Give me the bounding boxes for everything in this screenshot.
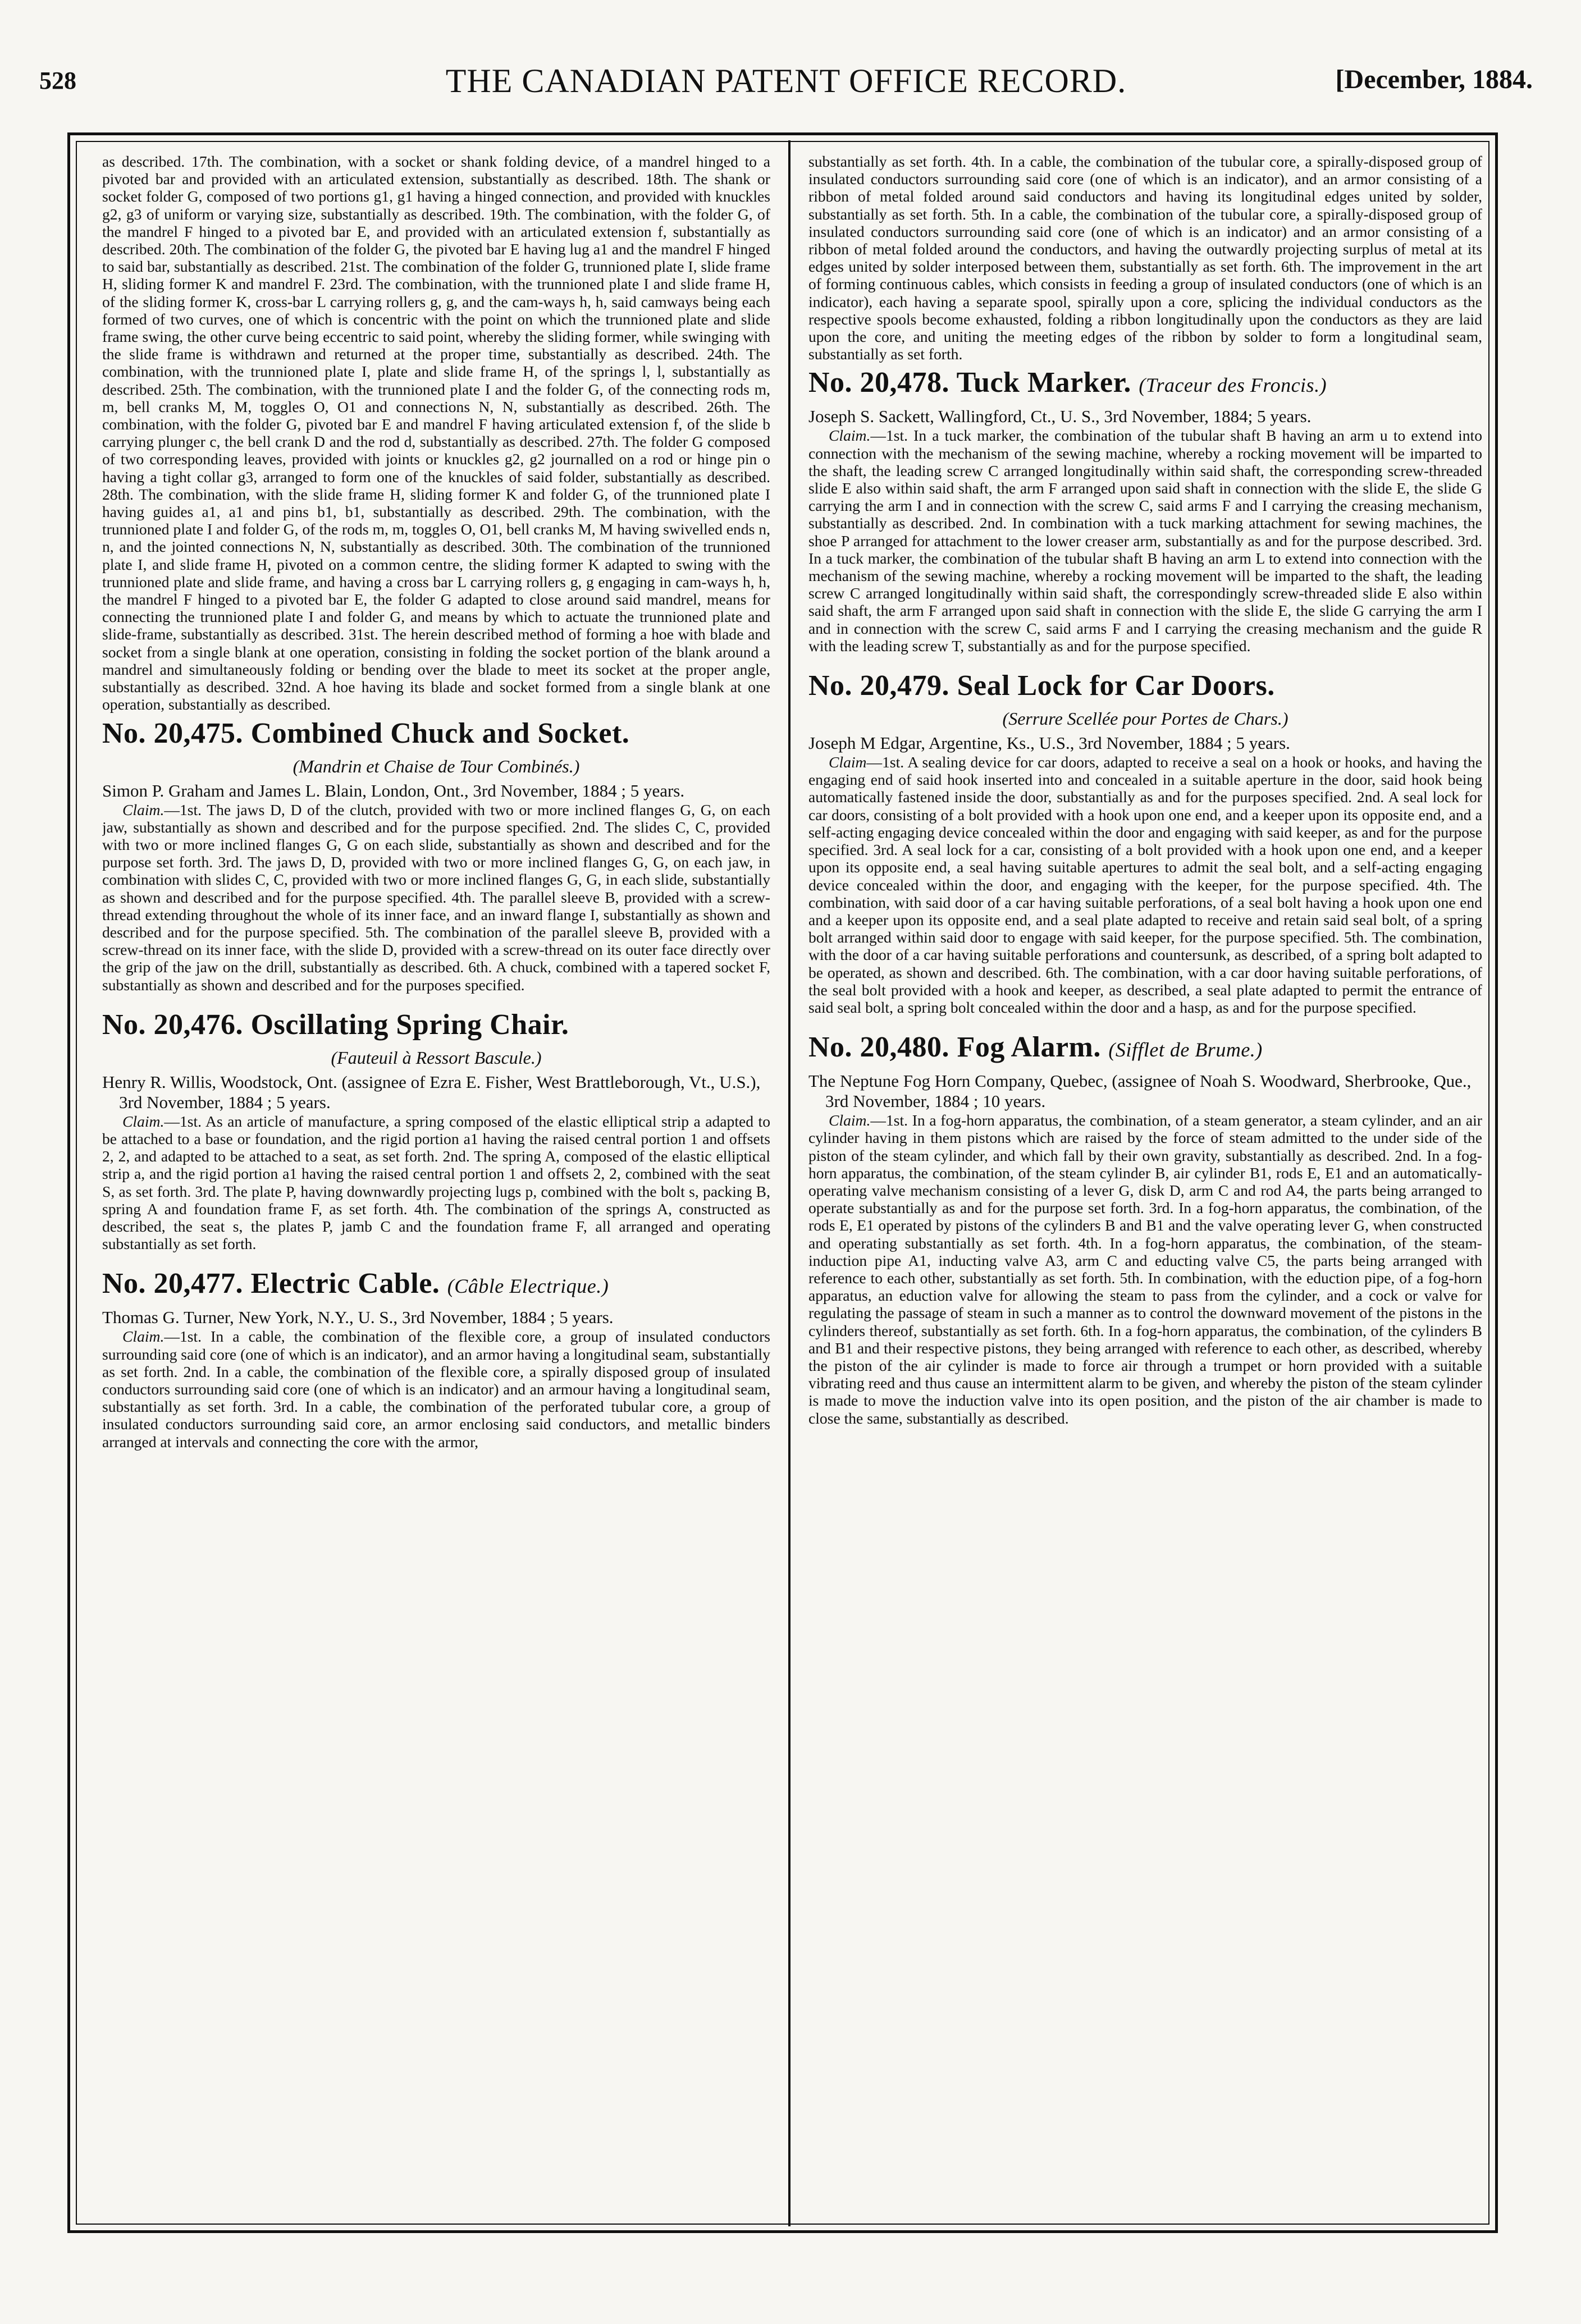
claim-paragraph [102,801,770,994]
french-title: (Fauteuil à Ressort Bascule.) [331,1047,542,1068]
patent-number: No. 20,478. [808,367,950,399]
patent-entry-20478 [808,366,1482,655]
column-divider [788,140,790,2226]
inventor-line: The Neptune Fog Horn Company, Quebec, (assignee of Noah S. Woodward, Sherbrooke, Que., 3rd November, 1884 ; 10 years. [808,1071,1472,1111]
running-head [39,58,1533,103]
patent-title: Seal Lock for Car Doors. [957,670,1275,702]
patent-heading [102,1267,770,1303]
claim-label: Claim. [122,1112,165,1130]
inventor-line: Simon P. Graham and James L. Blain, London, Ont., 3rd November, 1884 ; 5 years. [102,780,685,800]
page-number: 528 [39,67,76,94]
claim-label: Claim [829,753,867,771]
french-title: (Traceur des Froncis.) [1139,374,1327,397]
patent-heading [102,1008,770,1042]
patent-entry-20476 [102,1008,770,1253]
claim-text: —1st. The jaws D, D of the clutch, provided with two or more inclined flanges G, G, on each jaw, substantially as shown and described and for the purpose specified. 2nd. The slides C, C, provided with two or more inclined flanges G, G on each slide, substantially as shown and described and for the purpose set forth. 3rd. The jaws D, D, provided with two or more inclined flanges G, G, on each jaw, in combination with slides C, C, provided with two or more inclined flanges G, G, in each slide, substantially as shown and described and for the purpose specified. 4th. The parallel sleeve B, provided with a screw-thread extending throughout the whole of its inner face, and an inward flange I, substantially as shown and described and for the purpose specified. 5th. The combination of the parallel sleeve B, provided with a screw-thread on its inner face, with the slide D, provided with a screw-thread on its outer face directly over the grip of the jaw on the drill, substantially as described. 6th. A chuck, combined with a tapered socket F, substantially as shown and described and for the purposes specified. [102,800,770,994]
patent-entry-20477 [102,1267,770,1450]
claim-text: —1st. A sealing device for car doors, adapted to receive a seal on a hook or hooks, and having the engaging end of said hook inserted into and concealed in a suitable aperture in the door, said hook being automatically fastened inside the door, substantially as and for the purposes specified. 2nd. A seal lock for car doors, consisting of a bolt provided with a hook upon one end, and a keeper upon its opposite end, and a self-acting engaging device concealed within the door and engaging with said keeper, as and for the purpose specified. 3rd. A seal lock for a car, consisting of a bolt provided with a hook upon one end, and a keeper upon its opposite end, a seal having suitable apertures to admit the seal bolt, and a self-acting engaging device concealed within the door, and engaging with the keeper, for the purpose specified. 4th. The combination, with said door of a car having suitable perforations, of a seal bolt having a hook upon one end and a keeper upon its opposite end, and a seal plate adapted to receive and retain said seal bolt, of a spring bolt arranged within said door to engage with said keeper, for the purpose specified. 5th. The combination, with the door of a car having suitable perforations and countersunk, as described, of a spring bolt adapted to be operated, as shown and described. 6th. The combination, with a car door having suitable perforations, of the seal bolt provided with a hook and keeper, as described, a seal plate adapted to permit the entrance of said seal bolt, a spring bolt concealed within the door and a hasp, as and for the purpose specified. [808,753,1482,1016]
claim-text: —1st. As an article of manufacture, a spring composed of the elastic elliptical strip a adapted to be attached to a base or foundation, and the rigid portion a1 having the raised central portion 1 and offsets 2, 2, and adapted to be attached to a seat, as set forth. 2nd. The spring A, composed of the elastic elliptical strip a, and the rigid portion a1 having the raised central portion 1 and offsets 2, 2, combined with the seat S, as set forth. 3rd. The plate P, having downwardly projecting lugs p, combined with the bolt s, packing B, spring A and foundation frame F, as set forth. 4th. The combination of the springs A, constructed as described, the seat s, the plates P, jamb C and the foundation frame F, all arranged and operating substantially as set forth. [102,1112,770,1253]
publication-title: THE CANADIAN PATENT OFFICE RECORD. [445,62,1127,99]
patent-number: No. 20,476. [102,1008,244,1041]
patent-title: Tuck Marker. [956,367,1131,399]
patent-heading [102,717,770,751]
claim-text: —1st. In a cable, the combination of the flexible core, a group of insulated conductors surrounding said core (one of which is an indicator), and an armor having a longitudinal seam, substantially as set forth. 2nd. In a cable, the combination of the flexible core, a spirally disposed group of insulated conductors surrounding said core (one of which is an indicator) and an armour having a longitudinal seam, substantially as set forth. 3rd. In a cable, the combination of the perforated tubular core, a group of insulated conductors surrounding said core, an armor enclosing said conductors, and metallic binders arranged at intervals and connecting the core with the armor, [102,1328,770,1451]
patent-entry-20480 [808,1031,1482,1427]
claim-text: —1st. In a tuck marker, the combination of the tubular shaft B having an arm u to extend into connection with the mechanism of the sewing machine, whereby a rocking movement will be imparted to the shaft, the leading screw C arranged longitudinally within said shaft, the corresponding screw-threaded slide E also within said shaft, the arm F arranged upon said shaft in connection with the slide E, the slide G carrying the arm I and in connection with the screw C, said arms F and I carrying the creasing mechanism, substantially as described. 2nd. In combination with a tuck marking attachment for sewing machines, the shoe P arranged for attachment to the lower creaser arm, substantially as and for the purpose described. 3rd. In a tuck marker, the combination of the tubular shaft B having an arm L to extend into connection with the mechanism of the sewing machine, whereby a rocking movement will be imparted to the shaft, the leading screw C arranged longitudinally within said shaft, the correspondingly screw-threaded slide E also within said shaft, the arm F arranged upon said shaft in connection with the slide E, the slide G carrying the arm I and in connection with the screw C, said arms F and I carrying the creasing mechanism and the guide R with the leading screw T, substantially as and for the purpose specified. [808,427,1482,655]
continued-claim-text: as described. 17th. The combination, with a socket or shank folding device, of a mandrel hinged to a pivoted bar and provided with an articulated extension, substantially as described. 18th. The shank or socket folder G, composed of two portions g1, g1 having a hinged connection, and provided with knuckles g2, g3 of uniform or varying size, substantially as described. 19th. The combination, with the folder G, of the mandrel F hinged to a pivoted bar E, and provided with an articulated extension f, substantially as described. 20th. The combination of the folder G, the pivoted bar E having lug a1 and the mandrel F hinged to said bar, substantially as described. 21st. The combination of the folder G, trunnioned plate I, slide frame H, sliding former K and mandrel F. 23rd. The combination, with the trunnioned plate I and slide frame H, of the sliding former K, cross-bar L carrying rollers g, g, and the cam-ways h, h, said camways being each formed of two curves, one of which is concentric with the point on which the trunnioned plate and slide frame swing, the other curve being eccentric to said point, whereby the sliding former, while swinging with the slide frame is withdrawn and returned at the proper time, substantially as described. 24th. The combination, with the trunnioned plate I, plate and slide frame H, of the springs l, l, substantially as described. 25th. The combination, with the trunnioned plate I and the folder G, of the connecting rods m, m, bell cranks M, M, toggles O, O1 and connections N, N, substantially as described. 26th. The combination, with the folder G, pivoted bar E and mandrel F having articulated extension f, of the slide b carrying plunger c, the bell crank D and the rod d, substantially as described. 27th. The folder G composed of two corresponding leaves, provided with joints or knuckles g2, g2 journalled on a rod or hinge pin o having a tight collar g3, arranged to form one of the knuckles of said folder, substantially as described. 28th. The combination, with the slide frame H, sliding former K and folder G, of the trunnioned plate I having guides a1, a1 and pins b1, b1, substantially as described. 29th. The combination, with the trunnioned plate I and folder G, of the rods m, m, toggles O, O1, bell cranks M, M having swivelled ends n, n, and the jointed connections N, N, substantially as described. 30th. The combination of the trunnioned plate I, and slide frame H, pivoted on a common centre, the sliding former K adapted to swing with the trunnioned plate and slide frame, and having a cross bar L carrying rollers g, g engaging in cam-ways h, h, the mandrel F hinged to a pivoted bar E, the folder G adapted to close around said mandrel, means for connecting the trunnioned plate I and folder G, and means by which to actuate the trunnioned plate and slide-frame, substantially as described. 31st. The herein described method of forming a hoe with blade and socket from a single blank at one operation, consisting in folding the socket portion of the blank around a mandrel and simultaneously folding or bending over the blade to meet its socket at the proper angle, substantially as described. 32nd. A hoe having its blade and socket formed from a single blank at one operation, substantially as described. [102,153,770,713]
french-title: (Mandrin et Chaise de Tour Combinés.) [293,756,580,776]
inventor-line: Joseph M Edgar, Argentine, Ks., U.S., 3rd November, 1884 ; 5 years. [808,733,1290,753]
patent-title: Combined Chuck and Socket. [250,717,630,749]
claim-label: Claim. [122,800,165,818]
french-title: (Câble Electrique.) [447,1275,609,1298]
claim-paragraph [102,1113,770,1253]
patent-number: No. 20,475. [102,717,244,749]
patent-entry-20475 [102,717,770,994]
claim-paragraph [808,1111,1482,1427]
issue-date: [December, 1884. [1335,65,1533,94]
patent-heading [808,1031,1482,1067]
inventor-line: Thomas G. Turner, New York, N.Y., U. S., 3rd November, 1884 ; 5 years. [102,1307,614,1328]
patent-title: Oscillating Spring Chair. [250,1008,569,1041]
patent-title: Fog Alarm. [957,1031,1101,1064]
patent-heading [808,669,1482,703]
patent-number: No. 20,479. [808,670,950,702]
patent-entry-20479 [808,669,1482,1016]
right-column [808,153,1482,2218]
claim-paragraph [808,427,1482,655]
claim-label: Claim. [829,427,871,445]
continued-claim-text: substantially as set forth. 4th. In a cable, the combination of the tubular core, a spirally-disposed group of insulated conductors surrounding said core (one of which is an indicator), and an armor consisting of a ribbon of metal folded around said conductors and having its longitudinal edges united by solder, substantially as set forth. 5th. In a cable, the combination of the tubular core, a spirally-disposed group of insulated conductors surrounding said core (one of which is an indicator) and an armor consisting of a ribbon of metal folded around the conductors, and having the outwardly projecting surplus of metal at its edges united by solder interposed between them, substantially as set forth. 6th. The improvement in the art of forming continuous cables, which consists in feeding a group of insulated conductors (one of which is an indicator), each having a separate spool, spirally upon a core, splicing the individual conductors as the respective spools become exhausted, folding a ribbon longitudinally upon the conductors as they are laid upon the core, and uniting the meeting edges of the ribbon by solder to form a longitudinal seam, substantially as set forth. [808,153,1482,363]
claim-paragraph [102,1328,770,1450]
inventor-line: Joseph S. Sackett, Wallingford, Ct., U. S., 3rd November, 1884; 5 years. [808,406,1312,427]
french-title: (Sifflet de Brume.) [1108,1039,1263,1062]
claim-text: —1st. In a fog-horn apparatus, the combination, of a steam generator, a steam cylinder, and an air cylinder having in them pistons which are raised by the force of steam admitted to the under side of the piston of the steam cylinder, and which fall by their own gravity, substantially as described. 2nd. In a fog-horn apparatus, the combination, of the steam cylinder B, air cylinder B1, rods E, E1 and an automatically-operating valve mechanism consisting of a lever G, disk D, arm C and rod A4, the parts being arranged to operate substantially as and for the purpose set forth. 3rd. In a fog-horn apparatus, the combination, of the rods E, E1 operated by pistons of the cylinders B and B1 and the valve operating lever G, when constructed and operating substantially as set forth. 4th. In a fog-horn apparatus, the combination, of the steam-induction pipe A1, inducting valve A3, arm C and educting valve C5, the parts being arranged with reference to each other, substantially as set forth. 5th. In combination, with the eduction pipe, of a fog-horn apparatus, an eduction valve for allowing the steam to pass from the cylinder, and a cock or valve for regulating the passage of steam in such a manner as to control the downward movement of the pistons in the cylinders thereof, substantially as set forth. 6th. In a fog-horn apparatus, the combination, of the cylinders B and B1 and their respective pistons, they being arranged with reference to each other, as described, whereby the piston of the air cylinder is made to force air through a trumpet or horn provided with a suitable vibrating reed and thus cause an intermittent alarm to be given, and whereby the piston of the steam cylinder is made to move the induction valve into its open position, and the piston of the air chamber is made to close the same, substantially as described. [808,1111,1482,1427]
claim-paragraph [808,753,1482,1016]
left-column [102,153,770,2218]
patent-title: Electric Cable. [250,1268,440,1300]
french-title: (Serrure Scellée pour Portes de Chars.) [1002,708,1288,729]
patent-number: No. 20,477. [102,1268,244,1300]
inventor-line: Henry R. Willis, Woodstock, Ont. (assignee of Ezra E. Fisher, West Brattleborough, Vt., U.S.), 3rd November, 1884 ; 5 years. [102,1072,761,1112]
patent-heading [808,366,1482,402]
patent-number: No. 20,480. [808,1031,950,1064]
claim-label: Claim. [122,1328,165,1346]
claim-label: Claim. [829,1111,871,1129]
